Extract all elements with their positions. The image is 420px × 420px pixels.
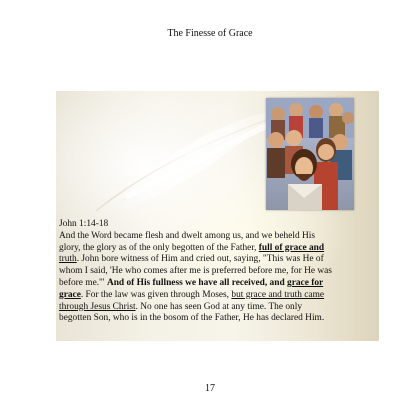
verse-text: And the Word became flesh and dwelt among us, and we beheld His — [59, 230, 316, 241]
verse-text: . For the law was given through Moses, — [80, 289, 232, 300]
page-title: The Finesse of Grace — [167, 28, 253, 39]
verse-text: . No one has seen God at any time. The only — [135, 301, 303, 312]
verse-line — [59, 254, 377, 266]
feather-illustration — [86, 101, 296, 221]
verse-line — [59, 302, 377, 314]
emphasized-text: full of grace and — [258, 242, 325, 253]
verse-text: before me.'" — [59, 277, 107, 288]
verse-text: begotten Son, who is in the bosom of the Father, He has declared Him. — [59, 313, 325, 324]
verse-line — [59, 313, 377, 325]
emphasized-text: but grace and truth came — [231, 289, 325, 300]
page-number: 17 — [205, 383, 215, 394]
verse-line — [59, 243, 377, 255]
verse-line — [59, 290, 377, 302]
emphasized-text: through Jesus Christ — [59, 301, 136, 312]
emphasized-text: And of His fullness we have all received, and — [106, 277, 287, 288]
verse-line — [59, 266, 377, 278]
verse-line — [59, 278, 377, 290]
verse-line — [59, 231, 377, 243]
emphasized-text: grace for — [287, 277, 324, 288]
verse-text: glory, the glory as of the only begotten of the Father, — [59, 242, 259, 253]
verse-body — [59, 231, 377, 325]
jesus-with-disciples-painting — [266, 98, 354, 210]
emphasized-text: grace — [59, 289, 81, 300]
emphasized-text: truth — [59, 254, 77, 265]
scripture-slide — [56, 91, 379, 341]
verse-text: whom I said, 'He who comes after me is preferred before me, for He was — [59, 266, 332, 277]
scripture-text — [59, 219, 377, 325]
scripture-reference: John 1:14-18 — [59, 219, 109, 229]
verse-text: . John bore witness of Him and cried out, saying, "This was He of — [76, 254, 324, 265]
